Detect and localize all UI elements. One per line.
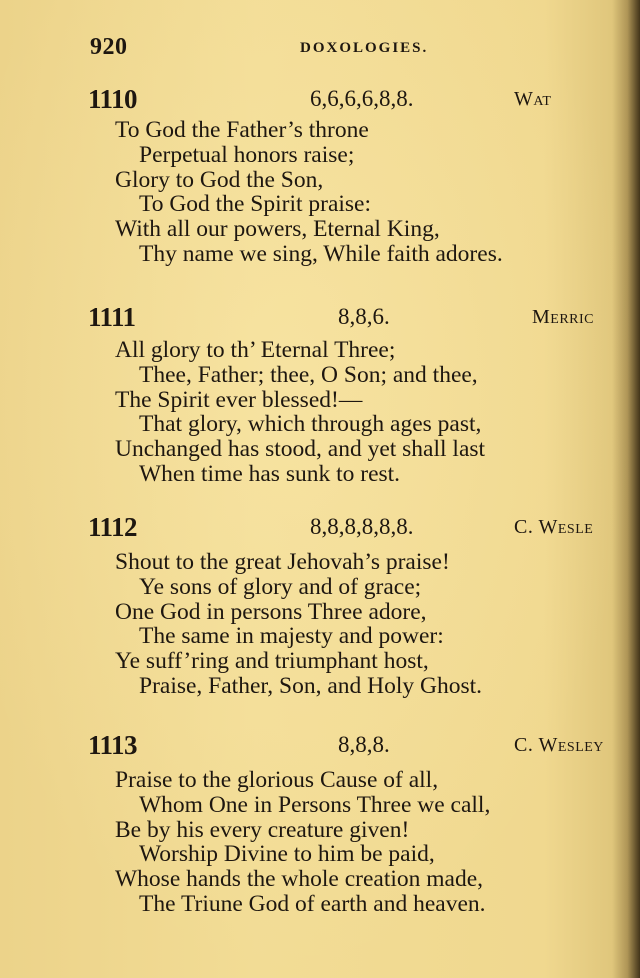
hymn-tune: Merric [532, 306, 595, 328]
hymn-1112 [0, 512, 640, 699]
verse-line: All glory to th’ Eternal Three; [115, 337, 396, 363]
hymn-verse [0, 550, 640, 699]
verse-line: Praise, Father, Son, and Holy Ghost. [139, 672, 483, 699]
hymn-tune: C. Wesle [514, 516, 594, 538]
verse-line: That glory, which through ages past, [139, 411, 482, 438]
hymn-tune: Wat [514, 88, 552, 110]
hymn-verse [0, 338, 640, 487]
running-head: DOXOLOGIES. [300, 40, 429, 56]
verse-line: Unchanged has stood, and yet shall last [115, 436, 486, 463]
hymn-verse [0, 118, 640, 267]
verse-line: The same in majesty and power: [139, 623, 444, 650]
verse-line: Shout to the great Jehovah’s praise! [115, 549, 450, 575]
verse-line: When time has sunk to rest. [139, 460, 401, 487]
verse-line: The Triune God of earth and heaven. [139, 890, 486, 917]
hymn-verse [0, 768, 640, 917]
hymn-heading [0, 84, 640, 118]
verse-line: Ye suff’ring and triumphant host, [115, 648, 429, 675]
hymn-meter: 8,8,8,8,8,8. [310, 514, 414, 539]
verse-line: Perpetual honors raise; [139, 141, 355, 168]
hymn-heading [0, 512, 640, 546]
page-header [0, 34, 640, 64]
verse-line: To God the Spirit praise: [139, 191, 372, 218]
hymn-meter: 8,8,6. [338, 304, 390, 329]
verse-line: Thy name we sing, While faith adores. [139, 240, 503, 267]
hymn-number: 1113 [88, 730, 138, 760]
hymn-1113 [0, 730, 640, 917]
hymn-number: 1112 [88, 512, 138, 542]
hymn-number: 1111 [88, 302, 136, 332]
verse-line: With all our powers, Eternal King, [115, 216, 440, 243]
hymn-meter: 8,8,8. [338, 732, 390, 757]
hymn-heading [0, 730, 640, 764]
verse-line: The Spirit ever blessed!— [115, 386, 363, 413]
hymn-number: 1110 [88, 84, 138, 114]
hymn-1111 [0, 302, 640, 487]
verse-line: Glory to God the Son, [115, 166, 324, 193]
verse-line: To God the Father’s throne [115, 117, 369, 143]
verse-line: Whom One in Persons Three we call, [139, 791, 491, 818]
hymn-meter: 6,6,6,6,8,8. [310, 86, 414, 111]
page-number: 920 [90, 34, 128, 60]
verse-line: Whose hands the whole creation made, [115, 866, 484, 893]
verse-line: Praise to the glorious Cause of all, [115, 767, 439, 793]
verse-line: Worship Divine to him be paid, [139, 841, 435, 868]
hymn-1110 [0, 84, 640, 267]
verse-line: Ye sons of glory and of grace; [139, 573, 422, 600]
verse-line: Thee, Father; thee, O Son; and thee, [139, 361, 478, 388]
hymn-tune: C. Wesley [514, 734, 604, 756]
verse-line: One God in persons Three adore, [115, 598, 427, 625]
verse-line: Be by his every creature given! [115, 816, 410, 843]
hymn-heading [0, 302, 640, 336]
